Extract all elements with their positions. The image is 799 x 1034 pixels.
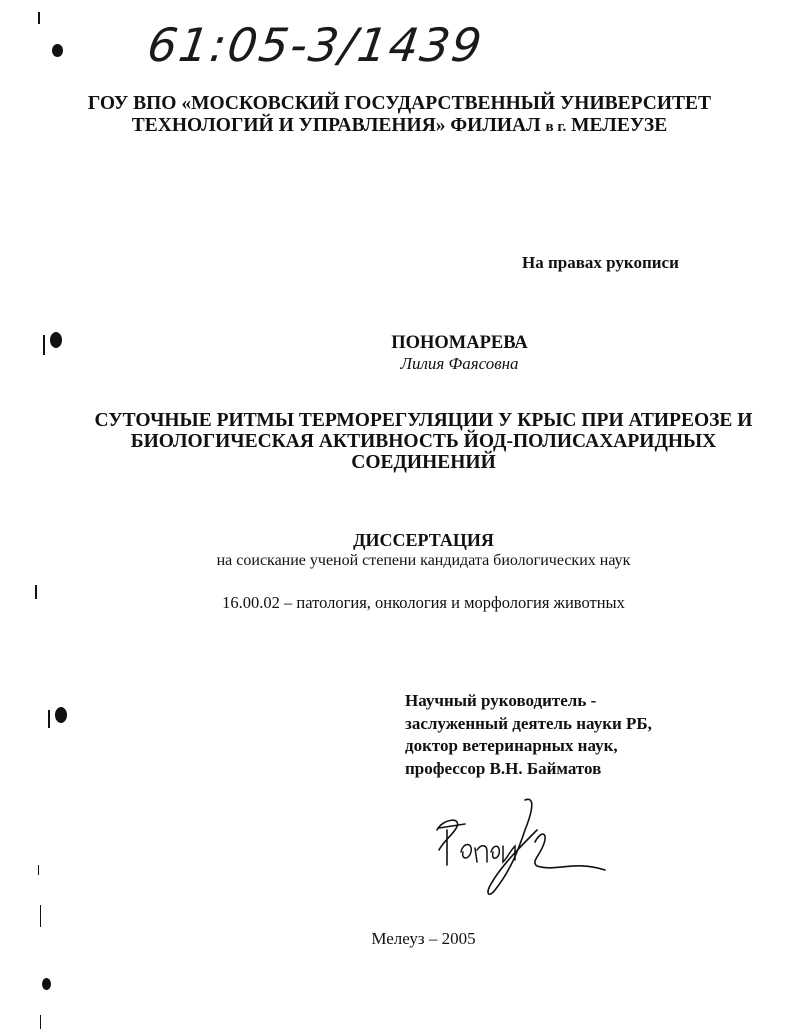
scan-mark	[40, 1015, 41, 1029]
institution-line-2-main: ТЕХНОЛОГИЙ И УПРАВЛЕНИЯ» ФИЛИАЛ	[131, 115, 541, 136]
institution-line-2-city: МЕЛЕУЗЕ	[571, 115, 668, 136]
author-surname: ПОНОМАРЕВА	[391, 333, 528, 353]
signature	[425, 790, 625, 910]
author-given-name: Лилия Фаясовна	[400, 354, 519, 373]
supervisor-line-3: доктор ветеринарных наук,	[405, 736, 618, 755]
scan-mark	[52, 44, 63, 57]
scan-mark	[40, 905, 41, 927]
rights-notice: На правах рукописи	[522, 253, 679, 272]
title-line-1: СУТОЧНЫЕ РИТМЫ ТЕРМОРЕГУЛЯЦИИ У КРЫС ПРИ АТИРЕОЗЕ И	[94, 410, 753, 431]
supervisor-block	[405, 690, 652, 780]
scan-mark	[42, 978, 51, 990]
supervisor-line-2: заслуженный деятель науки РБ,	[405, 713, 652, 733]
dissertation-title	[24, 410, 799, 473]
specialty: 16.00.02 – патология, онкология и морфология животных	[222, 593, 625, 612]
scan-mark	[48, 710, 50, 728]
institution-header	[0, 93, 799, 138]
archive-code: 61:05-3/1439	[144, 18, 487, 72]
institution-line-2	[0, 115, 799, 138]
institution-line-1: ГОУ ВПО «МОСКОВСКИЙ ГОСУДАРСТВЕННЫЙ УНИВЕРСИТЕТ	[87, 93, 712, 114]
supervisor-line-4: профессор В.Н. Байматов	[405, 758, 602, 778]
scan-mark	[38, 12, 40, 24]
title-line-2: БИОЛОГИЧЕСКАЯ АКТИВНОСТЬ ЙОД-ПОЛИСАХАРИДНЫХ	[130, 431, 717, 452]
city-year: Мелеуз – 2005	[371, 929, 476, 948]
title-line-3: СОЕДИНЕНИЙ	[351, 452, 496, 473]
supervisor-line-1: Научный руководитель -	[405, 691, 597, 710]
scan-mark	[55, 707, 67, 723]
degree-line: на соискание ученой степени кандидата биологических наук	[216, 552, 631, 569]
document-type: ДИССЕРТАЦИЯ	[353, 530, 494, 550]
institution-line-2-prep: в г.	[545, 119, 567, 135]
scan-mark	[38, 865, 39, 875]
scan-mark	[43, 335, 45, 355]
